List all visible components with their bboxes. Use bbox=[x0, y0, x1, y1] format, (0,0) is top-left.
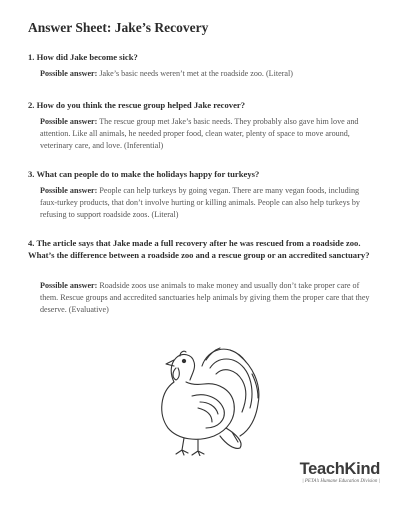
answer-2 bbox=[40, 116, 376, 152]
answer-3-text: People can help turkeys by going vegan. There are many vegan foods, including faux-turkey products, that don’t involve hurting or killing animals. People can also help turkeys by refusing to support roadside zoos. (Literal) bbox=[40, 186, 360, 219]
question-3: 3. What can people do to make the holidays happy for turkeys? bbox=[28, 169, 260, 179]
teachkind-logo bbox=[280, 460, 380, 484]
answer-3 bbox=[40, 185, 376, 221]
answer-1-text: Jake’s basic needs weren’t met at the roadside zoo. (Literal) bbox=[99, 69, 293, 78]
answer-label: Possible answer: bbox=[40, 281, 98, 290]
answer-4-text: Roadside zoos use animals to make money and usually don’t take proper care of them. Rescue groups and accredited sanctuaries help animals by giving them the proper care that they deserve. (Evaluative) bbox=[40, 281, 370, 314]
page-title: Answer Sheet: Jake’s Recovery bbox=[28, 20, 209, 35]
answer-label: Possible answer: bbox=[40, 117, 98, 126]
answer-label: Possible answer: bbox=[40, 69, 98, 78]
logo-name: TeachKind bbox=[299, 460, 380, 478]
question-4: 4. The article says that Jake made a full recovery after he was rescued from a roadside zoo. What’s the difference between a roadside zoo and a rescue group or an accredited sanctuary? bbox=[28, 238, 370, 260]
question-2: 2. How do you think the rescue group helped Jake recover? bbox=[28, 100, 245, 110]
turkey-illustration bbox=[140, 338, 264, 456]
answer-label: Possible answer: bbox=[40, 186, 98, 195]
answer-4 bbox=[40, 280, 376, 316]
answer-2-text: The rescue group met Jake’s basic needs. They probably also gave him love and attention. Like all animals, he needed proper food, clean water, plenty of space to move around, veterinary care, and love. (Inferential) bbox=[40, 117, 359, 150]
answer-1 bbox=[40, 68, 376, 80]
logo-tagline: | PETA’s Humane Education Division | bbox=[302, 479, 380, 484]
question-1: 1. How did Jake become sick? bbox=[28, 52, 138, 62]
